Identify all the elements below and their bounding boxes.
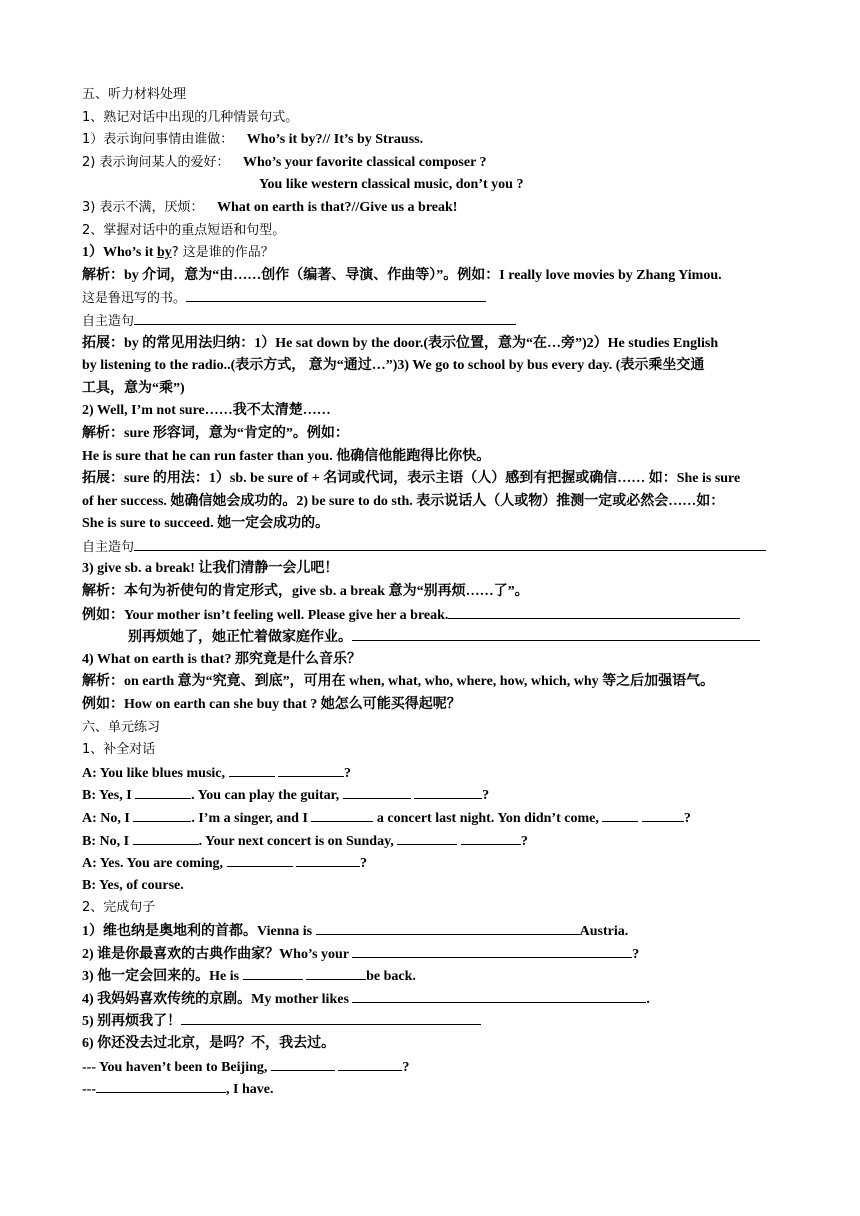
answer-blank[interactable] [352, 626, 760, 641]
answer-blank[interactable] [461, 830, 521, 845]
point2-self-make: 自主造句 [82, 536, 784, 559]
answer-blank[interactable] [243, 965, 303, 980]
point2-extension-a: 拓展：sure 的用法：1）sb. be sure of + 名词或代词，表示主语（人）感到有把握或确信…… 如：She is sure [82, 471, 741, 487]
dialog-line-4: B: No, I . Your next concert is on Sunday, ? [82, 830, 784, 853]
exercise1-title: 1、补全对话 [82, 742, 156, 758]
answer-blank[interactable] [642, 807, 684, 822]
dialog-line-6: B: Yes, of course. [82, 877, 184, 893]
answer-blank[interactable] [96, 1078, 226, 1093]
point4-analysis: 解析：on earth 意为“究竟、到底”，可用在 when, what, who, where, how, which, why 等之后加强语气。 [82, 674, 715, 690]
pattern-line-2b: You like western classical music, don’t you ? [259, 177, 524, 193]
answer-blank[interactable] [311, 807, 373, 822]
point3-example-b: 别再烦她了，她正忙着做家庭作业。 [82, 626, 784, 649]
dialog-line-1: A: You like blues music, ? [82, 762, 784, 785]
answer-blank[interactable] [352, 943, 632, 958]
answer-blank[interactable] [134, 310, 516, 325]
section-heading-listening: 五、听力材料处理 [82, 87, 187, 102]
dialog-line-3: A: No, I . I’m a singer, and I a concert last night. Yon didn’t come, ? [82, 807, 784, 830]
point1-extension-a: 拓展：by 的常见用法归纳：1）He sat down by the door.(表示位置，意为“在…旁”)2）He studies English [82, 335, 719, 351]
sentence-2: 2) 谁是你最喜欢的古典作曲家？Who’s your ? [82, 943, 784, 966]
answer-blank[interactable] [133, 830, 199, 845]
sentence-6: 6) 你还没去过北京，是吗？不，我去过。 [82, 1035, 336, 1051]
pattern-line-1: 1）表示询问事情由谁做： Who’s it by?// It’s by Strauss. [82, 132, 424, 148]
section-heading-exercises: 六、单元练习 [82, 719, 161, 735]
dialog-line-5: A: Yes. You are coming, ? [82, 852, 784, 875]
point1-translate-line: 这是鲁迅写的书。 [82, 287, 784, 310]
point4-example: 例如：How on earth can she buy that ? 她怎么可能买得起呢？ [82, 697, 461, 713]
sentence-5: 5) 别再烦我了！ [82, 1010, 784, 1033]
point1-extension-b: by listening to the radio..(表示方式， 意为“通过…”)3) We go to school by bus every day. (表示乘坐交通 [82, 358, 705, 374]
point2-example: He is sure that he can run faster than you. 他确信他能跑得比你快。 [82, 448, 491, 464]
pattern-line-2: 2) 表示询问某人的爱好： Who’s your favorite classical composer ? [82, 154, 487, 170]
point2-title: 2) Well, I’m not sure……我不太清楚…… [82, 403, 331, 419]
answer-blank[interactable] [133, 807, 191, 822]
answer-blank[interactable] [448, 604, 740, 619]
answer-blank[interactable] [296, 852, 360, 867]
answer-blank[interactable] [338, 1056, 402, 1071]
answer-blank[interactable] [135, 784, 191, 799]
point1-extension-c: 工具，意为“乘”) [82, 380, 185, 396]
point2-extension-c: She is sure to succeed. 她一定会成功的。 [82, 516, 330, 532]
answer-blank[interactable] [397, 830, 457, 845]
worksheet-page [82, 84, 784, 1101]
point3-analysis: 解析：本句为祈使句的肯定形式，give sb. a break 意为“别再烦……了”。 [82, 584, 529, 600]
answer-blank[interactable] [352, 988, 646, 1003]
pattern-line-3: 3) 表示不满，厌烦： What on earth is that?//Give us a break! [82, 199, 458, 215]
point2-analysis: 解析：sure 形容词，意为“肯定的”。例如： [82, 425, 349, 441]
sentence-6-answer: --- , I have. [82, 1078, 784, 1101]
item1-title: 1、熟记对话中出现的几种情景句式。 [82, 109, 299, 125]
answer-blank[interactable] [134, 536, 766, 551]
answer-blank[interactable] [181, 1010, 481, 1025]
point2-extension-b: of her success. 她确信她会成功的。2) be sure to do sth. 表示说话人（人或物）推测一定或必然会……如： [82, 493, 725, 509]
answer-blank[interactable] [227, 852, 293, 867]
exercise2-title: 2、完成句子 [82, 900, 156, 916]
point3-example-a: 例如：Your mother isn’t feeling well. Please give her a break. [82, 604, 784, 627]
sentence-1: 1）维也纳是奥地利的首都。Vienna is Austria. [82, 920, 784, 943]
answer-blank[interactable] [343, 784, 411, 799]
sentence-6-question: --- You haven’t been to Beijing, ? [82, 1056, 784, 1079]
point3-title: 3) give sb. a break! 让我们清静一会儿吧！ [82, 561, 339, 577]
answer-blank[interactable] [278, 762, 344, 777]
sentence-3: 3) 他一定会回来的。He is be back. [82, 965, 784, 988]
answer-blank[interactable] [186, 287, 486, 302]
answer-blank[interactable] [271, 1056, 335, 1071]
point1-self-make: 自主造句 [82, 310, 784, 333]
answer-blank[interactable] [229, 762, 275, 777]
point1-title: 1）Who’s it by? 这是谁的作品？ [82, 245, 274, 261]
answer-blank[interactable] [414, 784, 482, 799]
item2-title: 2、掌握对话中的重点短语和句型。 [82, 222, 286, 238]
point1-analysis: 解析：by 介词，意为“由……创作（编著、导演、作曲等）”。例如：I really love movies by Zhang Yimou. [82, 267, 722, 283]
dialog-line-2: B: Yes, I . You can play the guitar, ? [82, 784, 784, 807]
answer-blank[interactable] [316, 920, 580, 935]
answer-blank[interactable] [306, 965, 366, 980]
sentence-4: 4) 我妈妈喜欢传统的京剧。My mother likes . [82, 988, 784, 1011]
answer-blank[interactable] [602, 807, 638, 822]
point4-title: 4) What on earth is that? 那究竟是什么音乐？ [82, 651, 361, 667]
